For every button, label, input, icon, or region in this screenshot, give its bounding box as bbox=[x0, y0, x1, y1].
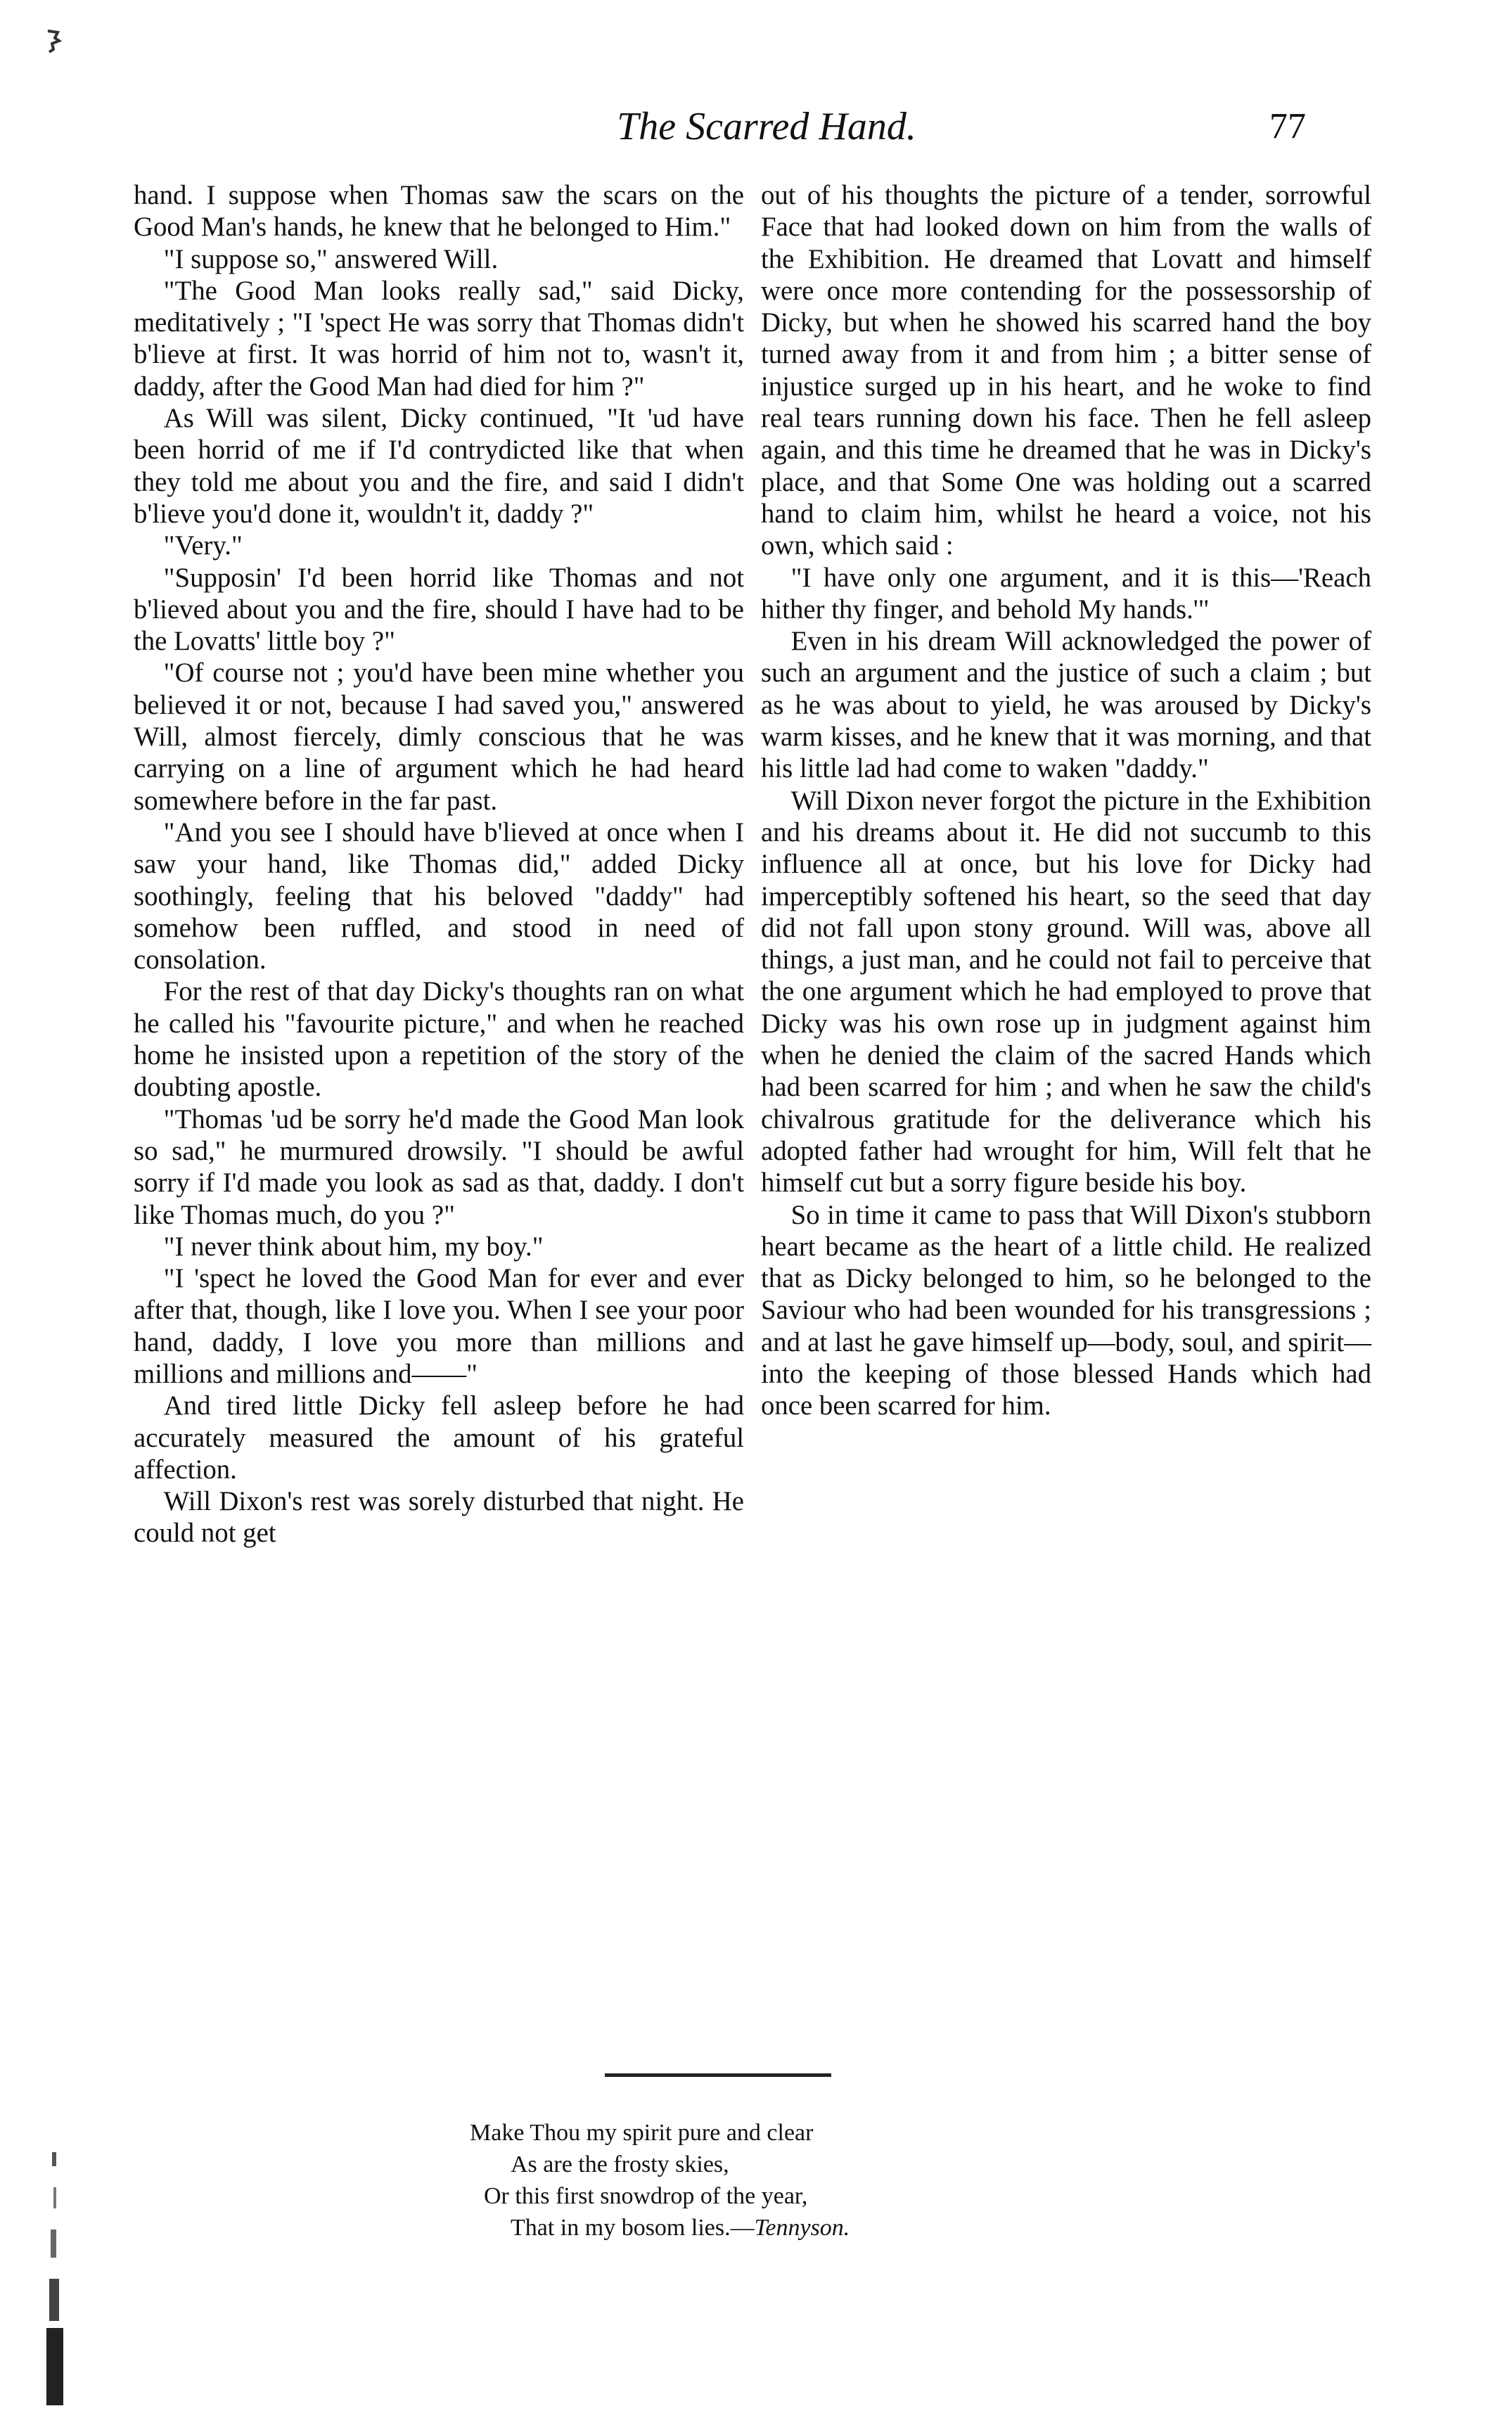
margin-scan-artifact bbox=[42, 2145, 70, 2412]
left-column-paragraph: And tired little Dicky fell asleep before he had accurately measured the amount of his grateful affection. bbox=[134, 1390, 744, 1485]
poem-line-1: Make Thou my spirit pure and clear bbox=[470, 2120, 814, 2146]
right-column-paragraph: Will Dixon never forgot the picture in the Exhibition and his dreams about it. He did not succumb to this influence all at once, but his love for Dicky had imperceptibly softened his heart, so the seed that day did not fall upon stony ground. Will was, above all things, a just man, and he could not fail to perceive that the one argument which he had employed to prove that Dicky was his own rose up in judgment against him when he denied the claim of the sacred Hands which had been scarred for him ; and when he saw the child's chivalrous gratitude for the deliverance which his adopted father had wrought for him, Will felt that he himself cut but a sorry figure beside his boy. bbox=[761, 785, 1371, 1198]
poem-attribution: Tennyson. bbox=[754, 2215, 850, 2241]
page-number: 77 bbox=[1269, 106, 1306, 146]
left-column-paragraph: "Of course not ; you'd have been mine whether you believed it or not, because I had saved you," answered Will, almost fiercely, dimly conscious that he was carrying on a line of argument which he had heard somewhere before in the far past. bbox=[134, 658, 744, 816]
right-column-paragraph: out of his thoughts the picture of a tender, sorrowful Face that had looked down on him from the walls of the Exhibition. He dreamed that Lovatt and himself were once more contending for the possessorship of Dicky, but when he showed his scarred hand the boy turned away from it and from him ; a bitter sense of injustice surged up in his heart, and he woke to find real tears running down his face. Then he fell asleep again, and this time he dreamed that he was in Dicky's place, and that Some One was holding out a scarred hand to claim him, whilst he heard a voice, not his own, which said : bbox=[761, 180, 1371, 561]
left-column-paragraph: "Thomas 'ud be sorry he'd made the Good Man look so sad," he murmured drowsily. "I should be awful sorry if I'd made you look as sad as that, daddy. I don't like Thomas much, do you ?" bbox=[134, 1104, 744, 1230]
left-column-paragraph: "I suppose so," answered Will. bbox=[163, 243, 499, 274]
left-column-paragraph: "I never think about him, my boy." bbox=[163, 1231, 544, 1262]
poem-line-4 bbox=[470, 2212, 1103, 2244]
left-column-paragraph: "I 'spect he loved the Good Man for ever and ever after that, though, like I love you. When I see your poor hand, daddy, I love you more than millions and millions and millions and——" bbox=[134, 1263, 744, 1389]
right-column-paragraph: So in time it came to pass that Will Dixon's stubborn heart became as the heart of a little child. He realized that as Dicky belonged to him, so he belonged to the Saviour who had been wounded for his transgressions ; and at last he gave himself up—body, soul, and spirit—into the keeping of those blessed Hands which had once been scarred for him. bbox=[761, 1199, 1371, 1421]
left-column-paragraph: hand. I suppose when Thomas saw the scars on the Good Man's hands, he knew that he belonged to Him." bbox=[134, 180, 744, 243]
left-column-paragraph: For the rest of that day Dicky's thoughts ran on what he called his "favourite picture," and when he reached home he insisted upon a repetition of the story of the doubting apostle. bbox=[134, 976, 744, 1103]
poem-line-2: As are the frosty skies, bbox=[511, 2151, 729, 2177]
left-column-paragraph: As Will was silent, Dicky continued, "It 'ud have been horrid of me if I'd contrydicted like that when they told me about you and the fire, and said I didn't b'lieve you'd done it, wouldn't it, daddy ?" bbox=[134, 403, 744, 529]
right-column-paragraph: Even in his dream Will acknowledged the power of such an argument and the justice of such a claim ; but as he was about to yield, he was aroused by Dicky's warm kisses, and he knew that it was morning, and that his little lad had come to waken "daddy." bbox=[761, 626, 1371, 784]
running-title: The Scarred Hand. bbox=[617, 105, 916, 148]
epigraph-poem bbox=[470, 2117, 1103, 2244]
left-column-paragraph: Will Dixon's rest was sorely disturbed that night. He could not get bbox=[134, 1486, 744, 1549]
left-column-paragraph: "The Good Man looks really sad," said Dicky, meditatively ; "I 'spect He was sorry that Thomas didn't b'lieve at first. It was horrid of him not to, wasn't it, daddy, after the Good Man had died for him ?" bbox=[134, 275, 744, 402]
corner-scan-mark bbox=[42, 28, 63, 77]
right-text-column bbox=[761, 179, 1371, 1422]
left-column-paragraph: "Supposin' I'd been horrid like Thomas and not b'lieved about you and the fire, should I have had to be the Lovatts' little boy ?" bbox=[134, 562, 744, 657]
right-column-paragraph: "I have only one argument, and it is this—'Reach hither thy finger, and behold My hands.'" bbox=[761, 562, 1371, 625]
page-header bbox=[0, 95, 1512, 158]
left-text-column bbox=[134, 179, 744, 1549]
section-divider bbox=[605, 2073, 831, 2077]
left-column-paragraph: "Very." bbox=[163, 530, 243, 561]
poem-line-4-text: That in my bosom lies.— bbox=[511, 2215, 755, 2241]
left-column-paragraph: "And you see I should have b'lieved at once when I saw your hand, like Thomas did," added Dicky soothingly, feeling that his beloved "daddy" had somehow been ruffled, and stood in need of consolation. bbox=[134, 817, 744, 975]
poem-line-3: Or this first snowdrop of the year, bbox=[484, 2183, 808, 2209]
